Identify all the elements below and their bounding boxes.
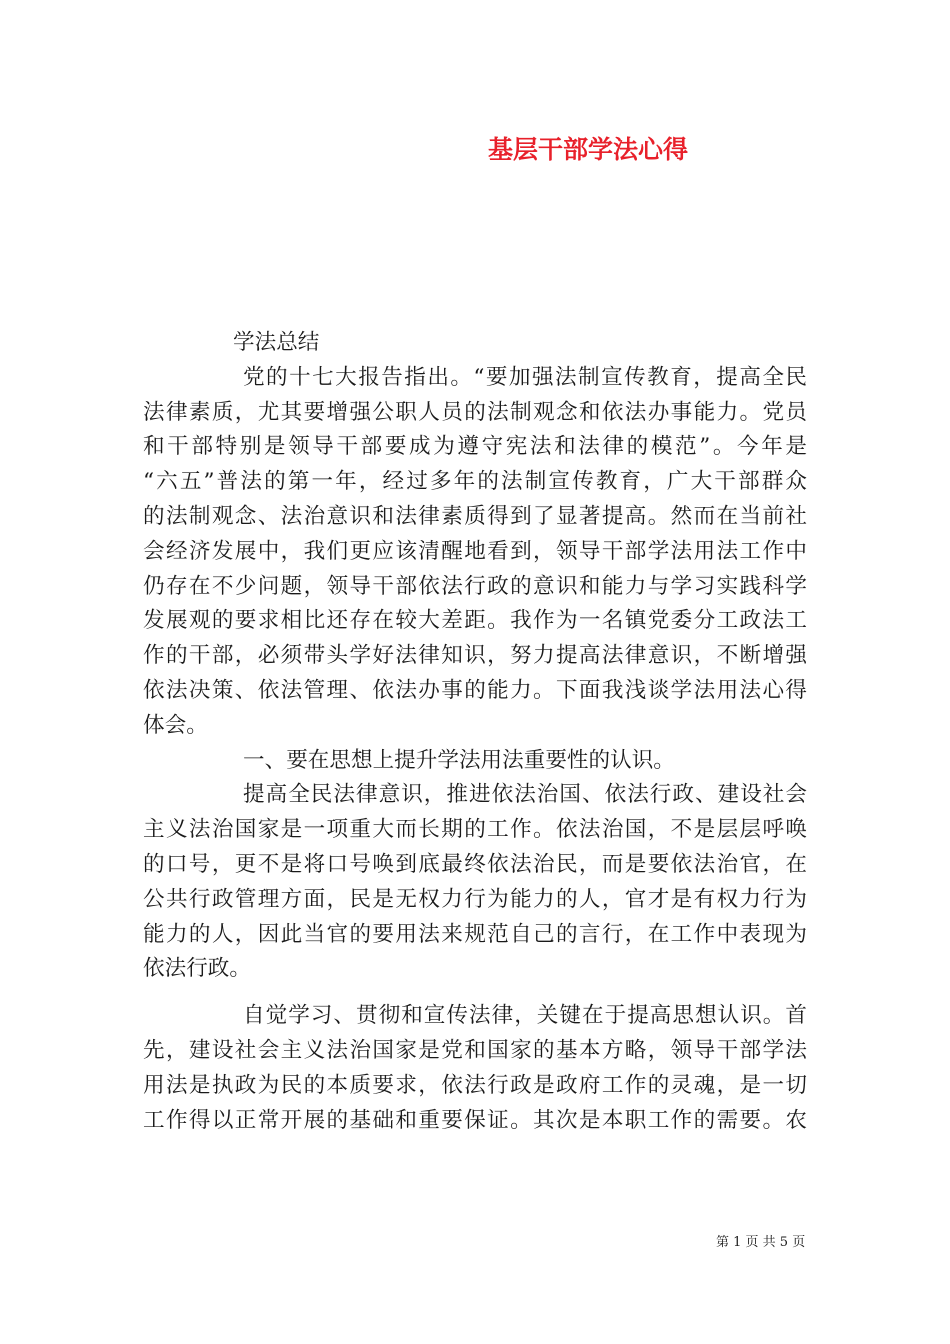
text-line: 作的干部，必须带头学好法律知识，努力提高法律意识，不断增强 [143,643,807,669]
document-title: 基层干部学法心得 [488,135,689,164]
text-line: 用法是执政为民的本质要求，依法行政是政府工作的灵魂，是一切 [143,1072,807,1098]
text-line: 体会。 [143,712,208,738]
text-line: 和干部特别是领导干部要成为遵守宪法和法律的模范”。今年是 [143,434,807,460]
text-line: 发展观的要求相比还存在较大差距。我作为一名镇党委分工政法工 [143,608,807,634]
text-line: 依法行政。 [143,956,251,982]
text-line: 一、要在思想上提升学法用法重要性的认识。 [243,747,675,773]
text-line: 的口号，更不是将口号唤到底最终依法治民，而是要依法治官，在 [143,851,807,877]
text-line: 能力的人，因此当官的要用法来规范自己的言行，在工作中表现为 [143,921,807,947]
text-line: 仍存在不少问题，领导干部依法行政的意识和能力与学习实践科学 [143,573,807,599]
document-body [143,326,807,1138]
text-line: 依法决策、依法管理、依法办事的能力。下面我浅谈学法用法心得 [143,677,807,703]
text-line: “六五”普法的第一年，经过多年的法制宣传教育，广大干部群众 [143,469,807,495]
text-line: 先，建设社会主义法治国家是党和国家的基本方略，领导干部学法 [143,1037,807,1063]
text-line: 自觉学习、贯彻和宣传法律，关键在于提高思想认识。首 [243,1003,807,1029]
text-line: 公共行政管理方面，民是无权力行为能力的人，官才是有权力行为 [143,886,807,912]
text-line: 法律素质，尤其要增强公职人员的法制观念和依法办事能力。党员 [143,399,807,425]
text-line: 工作得以正常开展的基础和重要保证。其次是本职工作的需要。农 [143,1107,807,1133]
text-line: 党的十七大报告指出。“要加强法制宣传教育，提高全民 [243,364,807,390]
text-line: 提高全民法律意识，推进依法治国、依法行政、建设社会 [243,782,807,808]
text-line: 的法制观念、法治意识和法律素质得到了显著提高。然而在当前社 [143,503,807,529]
text-line: 学法总结 [233,330,320,355]
page-footer: 第 1 页 共 5 页 [716,1235,806,1250]
text-line: 主义法治国家是一项重大而长期的工作。依法治国，不是层层呼唤 [143,817,807,843]
text-line: 会经济发展中，我们更应该清醒地看到，领导干部学法用法工作中 [143,538,807,564]
paragraph-gap [143,987,807,999]
